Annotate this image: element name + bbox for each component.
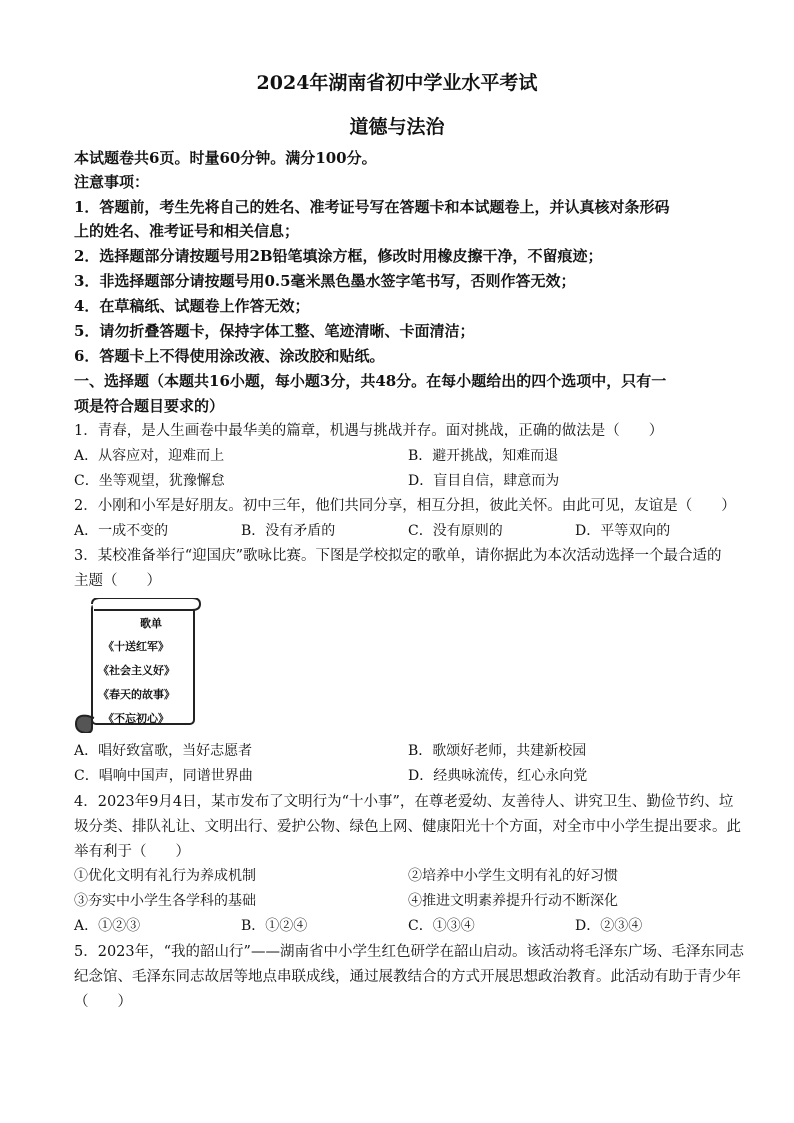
notes-heading: 注意事项： xyxy=(74,173,150,191)
q3-option-c[interactable]: C．唱响中国声，同谱世界曲 xyxy=(74,768,253,784)
question-4-stem-end: 举有利于（ ） xyxy=(74,844,190,860)
q2-option-a[interactable]: A．一成不变的 xyxy=(74,523,169,539)
question-5-stem-cont: 纪念馆、毛泽东同志故居等地点串联成线，通过展教结合的方式开展思想政治教育。此活动有助于青少年 xyxy=(74,969,741,985)
note-2: 2．选择题部分请按题号用2B铅笔填涂方框，修改时用橡皮擦干净，不留痕迹； xyxy=(74,247,603,265)
song-item: 《不忘初心》 xyxy=(103,712,169,725)
q1-option-c[interactable]: C．坐等观望，犹豫懈怠 xyxy=(74,473,225,489)
q4-item-1: ①优化文明有礼行为养成机制 xyxy=(74,868,256,884)
q4-option-b[interactable]: B．①②④ xyxy=(241,918,308,934)
song-item: 《春天的故事》 xyxy=(98,688,175,701)
question-4-stem-cont: 圾分类、排队礼让、文明出行、爱护公物、绿色上网、健康阳光十个方面，对全市中小学生提出要求。此 xyxy=(74,819,741,835)
exam-intro: 本试题卷共6页。时量60分钟。满分100分。 xyxy=(74,149,377,167)
song-item: 《社会主义好》 xyxy=(98,664,175,677)
song-list-title: 歌单 xyxy=(140,617,162,630)
question-4-stem: 4．2023年9月4日，某市发布了文明行为“十小事”，在尊老爱幼、友善待人、讲究卫生、勤俭节约、垃 xyxy=(74,794,734,810)
question-5-stem-end: （ ） xyxy=(74,994,132,1010)
q1-option-d[interactable]: D．盲目自信，肆意而为 xyxy=(408,473,560,489)
note-1-cont: 上的姓名、准考证号和相关信息； xyxy=(74,222,300,240)
q3-option-b[interactable]: B．歌颂好老师，共建新校园 xyxy=(408,743,587,759)
q4-option-c[interactable]: C．①③④ xyxy=(408,918,475,934)
section-heading-cont: 项是符合题目要求的） xyxy=(74,397,225,415)
q3-option-a[interactable]: A．唱好致富歌，当好志愿者 xyxy=(74,743,253,759)
note-6: 6．答题卡上不得使用涂改液、涂改胶和贴纸。 xyxy=(74,347,385,365)
q2-option-c[interactable]: C．没有原则的 xyxy=(408,523,503,539)
q2-option-d[interactable]: D．平等双向的 xyxy=(575,523,671,539)
note-3: 3．非选择题部分请按题号用0.5毫米黑色墨水签字笔书写，否则作答无效； xyxy=(74,272,576,290)
question-1-stem: 1．青春，是人生画卷中最华美的篇章，机遇与挑战并存。面对挑战，正确的做法是（ ） xyxy=(74,423,664,439)
song-item: 《十送红军》 xyxy=(103,640,169,653)
question-3-stem: 3．某校准备举行“迎国庆”歌咏比赛。下图是学校拟定的歌单，请你据此为本次活动选择一个最合适的 xyxy=(74,548,722,564)
q4-item-2: ②培养中小学生文明有礼的好习惯 xyxy=(408,868,618,884)
q3-option-d[interactable]: D．经典咏流传，红心永向党 xyxy=(408,768,588,784)
note-5: 5．请勿折叠答题卡，保持字体工整、笔迹清晰、卡面清洁； xyxy=(74,322,475,340)
subject-title: 道德与法治 xyxy=(349,116,445,138)
note-1: 1．答题前，考生先将自己的姓名、准考证号写在答题卡和本试题卷上，并认真核对条形码 xyxy=(74,198,670,216)
q4-option-a[interactable]: A．①②③ xyxy=(74,918,141,934)
question-2-stem: 2．小刚和小军是好朋友。初中三年，他们共同分享，相互分担，彼此关怀。由此可见，友谊是（ ） xyxy=(74,498,736,514)
q4-item-4: ④推进文明素养提升行动不断深化 xyxy=(408,893,618,909)
q1-option-a[interactable]: A．从容应对，迎难而上 xyxy=(74,448,225,464)
section-heading: 一、选择题（本题共16小题，每小题3分，共48分。在每小题给出的四个选项中，只有一 xyxy=(74,372,667,390)
q1-option-b[interactable]: B．避开挑战，知难而退 xyxy=(408,448,559,464)
question-5-stem: 5．2023年，“我的韶山行”——湖南省中小学生红色研学在韶山启动。该活动将毛泽东广场、毛泽东同志 xyxy=(74,944,744,960)
q2-option-b[interactable]: B．没有矛盾的 xyxy=(241,523,336,539)
question-3-stem-cont: 主题（ ） xyxy=(74,573,161,589)
q4-option-d[interactable]: D．②③④ xyxy=(575,918,643,934)
q4-item-3: ③夯实中小学生各学科的基础 xyxy=(74,893,256,909)
note-4: 4．在草稿纸、试题卷上作答无效； xyxy=(74,297,310,315)
exam-title: 2024年湖南省初中学业水平考试 xyxy=(256,72,538,94)
